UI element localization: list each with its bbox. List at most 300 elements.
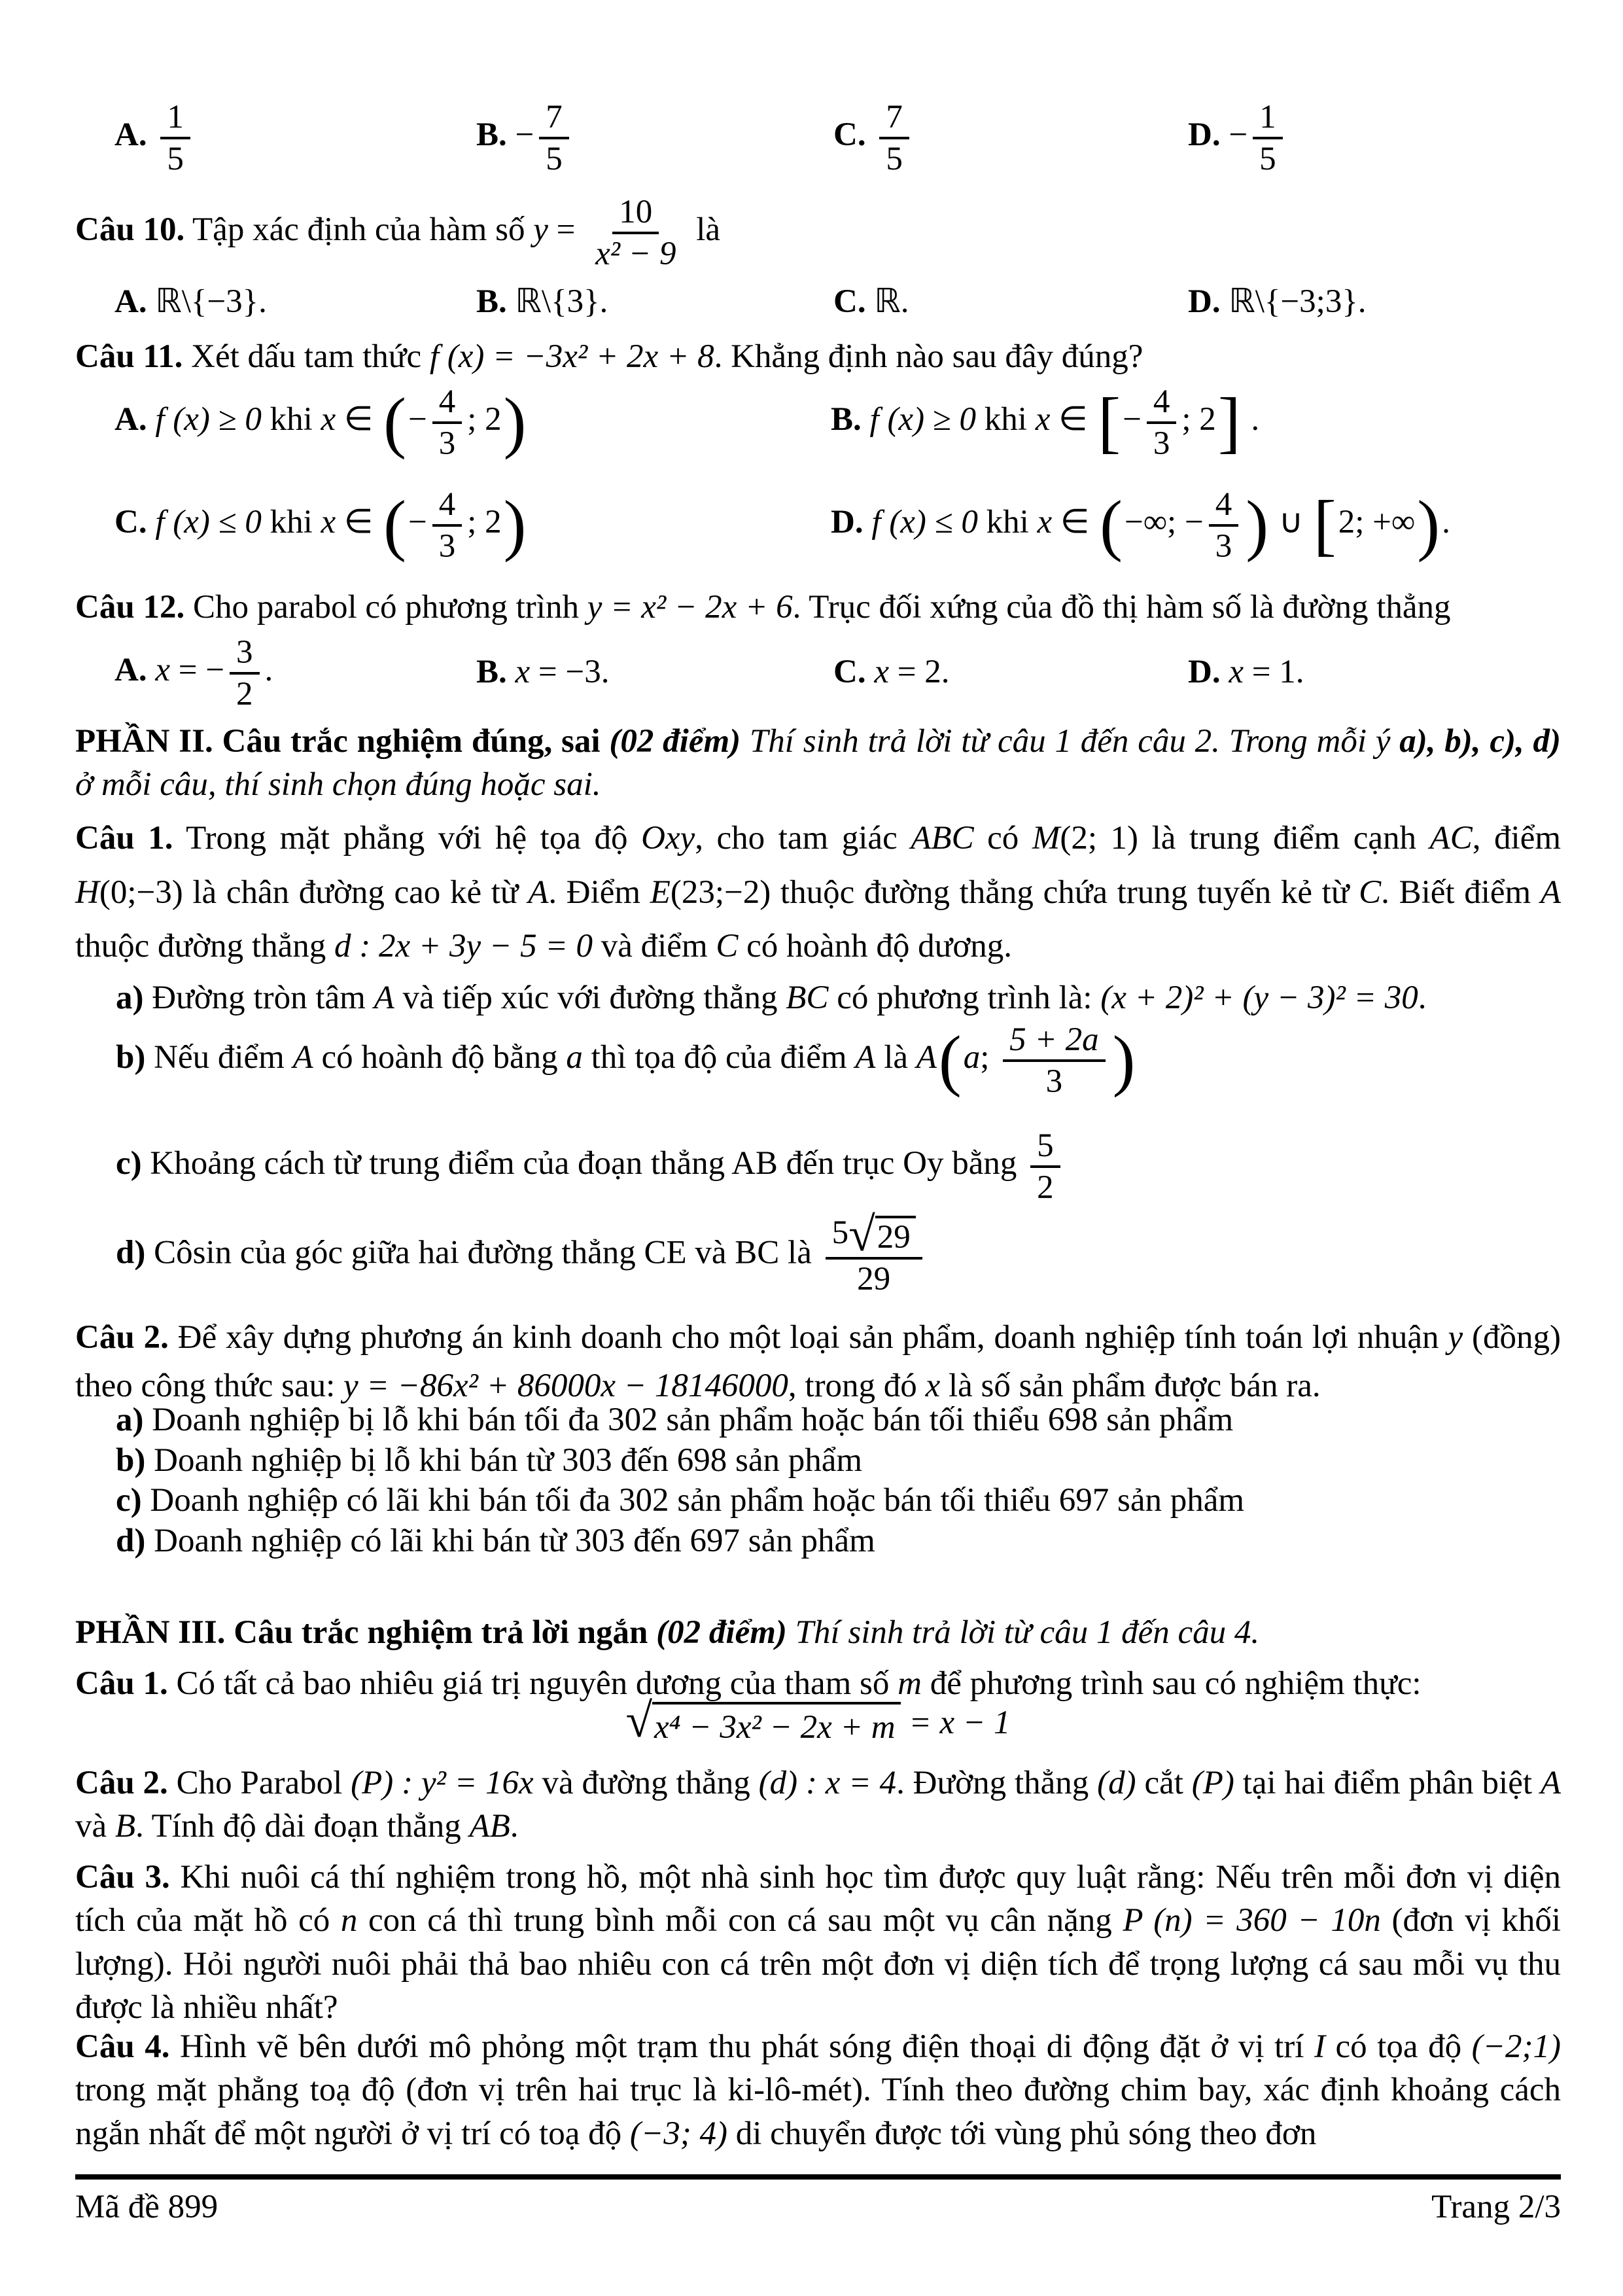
fraction	[1253, 98, 1283, 177]
text-run: (02 điểm)	[656, 1614, 787, 1651]
option-b	[476, 280, 833, 324]
text-run: d)	[116, 1523, 146, 1560]
text-run: D.	[1188, 116, 1229, 153]
text-run: −	[515, 116, 534, 153]
text-run: B.	[831, 400, 870, 438]
part2-question-2	[75, 1314, 1561, 1411]
text-run: a), b), c), d)	[1399, 723, 1561, 760]
fraction	[1030, 1127, 1060, 1205]
text-run: (đơn vị khối lượng). Hỏi người nuôi phải thả bao nhiêu con cá trên một đơn vị diện tích để trọng lượng cá sau mỗi vụ thu được là nhiều nhất?	[75, 1902, 1562, 2026]
text-run: 3	[1215, 528, 1232, 565]
text-run: .	[1442, 503, 1450, 540]
text-run: B	[114, 1808, 136, 1845]
text-run: x	[1035, 400, 1051, 438]
text-run: khi	[977, 503, 1038, 540]
footer	[75, 2185, 1561, 2229]
text-run: có	[973, 820, 1032, 857]
text-run: (P) : y² = 16x	[351, 1765, 534, 1801]
option-a	[114, 633, 476, 712]
fraction	[1003, 1021, 1105, 1099]
text-run: cắt	[1136, 1765, 1192, 1801]
text-run: y = x² − 2x + 6	[587, 589, 793, 626]
text-run: thuộc đường thẳng	[75, 928, 334, 965]
text-run: 1	[1259, 99, 1276, 135]
text-run: x	[321, 400, 336, 438]
fraction-numerator	[160, 98, 190, 139]
text-run: A	[528, 874, 549, 911]
text-run: khi	[261, 400, 321, 438]
text-run: x	[925, 1367, 941, 1404]
text-run: = −	[169, 651, 225, 688]
text-run: A	[916, 1038, 937, 1076]
text-run: y	[533, 211, 548, 248]
text-run: Doanh nghiệp bị lỗ khi bán từ 303 đến 698 sản phẩm	[145, 1441, 863, 1479]
text-run: ∈	[1050, 400, 1096, 438]
text-run: Cho parabol có phương trình	[184, 589, 587, 626]
text-run: và đường thẳng	[533, 1765, 759, 1801]
text-run: c)	[116, 1144, 142, 1182]
text-run: Câu 2.	[75, 1765, 168, 1801]
text-run: D.	[1188, 283, 1229, 320]
text-run: d)	[116, 1234, 146, 1271]
fraction-denominator	[230, 675, 260, 712]
text-run: 3	[1153, 425, 1170, 463]
radical-sign-icon: √	[848, 1207, 875, 1262]
text-run: 4	[438, 486, 456, 523]
text-run: A.	[114, 116, 156, 153]
text-run: x⁴ − 3x² − 2x + m	[654, 1708, 896, 1746]
fraction-numerator	[879, 98, 909, 139]
text-run: ∈	[1052, 503, 1098, 540]
text-run: Côsin của góc giữa hai đường thẳng CE và BC là	[145, 1234, 820, 1271]
option-a	[114, 383, 831, 461]
text-run: , điểm	[1472, 820, 1562, 857]
radical	[848, 1207, 916, 1262]
text-run: (P)	[1191, 1765, 1234, 1801]
fraction-denominator	[1209, 527, 1239, 564]
text-run: = 2.	[888, 654, 950, 691]
text-run: x² − 9	[595, 236, 676, 273]
text-run: 3	[236, 634, 253, 671]
option-d	[1188, 98, 1288, 177]
text-run: 2	[236, 676, 253, 713]
question-9-options	[75, 98, 1561, 177]
text-run: con cá thì trung bình mỗi con cá sau một vụ cân nặng	[357, 1902, 1123, 1939]
fraction-denominator	[589, 234, 682, 272]
text-run: f (x) ≤ 0	[155, 503, 262, 540]
fraction-numerator	[1147, 383, 1177, 424]
text-run: (đồng) theo công thức sau:	[75, 1319, 1561, 1404]
radical	[625, 1693, 900, 1750]
big-delimiter: ]	[1217, 383, 1241, 460]
text-run: Nếu điểm	[145, 1038, 293, 1076]
text-run: Câu 4.	[75, 2028, 170, 2065]
text-run: P (n) = 360 − 10n	[1123, 1902, 1381, 1939]
text-run: (02 điểm)	[609, 723, 741, 760]
fraction	[160, 98, 190, 177]
text-run: 4	[1153, 383, 1170, 420]
part2-q1-item-d	[75, 1207, 1561, 1298]
option-a	[114, 98, 476, 177]
text-run: 5	[167, 141, 184, 178]
text-run: . Điểm	[548, 874, 650, 911]
text-run: là	[688, 211, 721, 248]
text-run: Hình vẽ bên dưới mô phỏng một trạm thu phát sóng điện thoại di động đặt ở vị trí	[169, 2028, 1314, 2065]
text-run: ∪	[1270, 503, 1312, 540]
text-run: B.	[476, 283, 515, 320]
text-run: . Khẳng định nào sau đây đúng?	[714, 338, 1143, 375]
text-run: a	[566, 1038, 583, 1076]
fraction-numerator	[1003, 1021, 1105, 1062]
text-run: A	[292, 1038, 313, 1076]
question-12-options	[75, 633, 1561, 712]
text-run: Câu 1.	[75, 820, 173, 857]
big-delimiter: )	[503, 383, 527, 460]
text-run: ∈	[336, 503, 382, 540]
text-run: Thí sinh trả lời từ câu 1 đến câu 2. Trong mỗi ý	[741, 723, 1400, 760]
fraction	[826, 1207, 922, 1298]
option-c	[114, 486, 831, 564]
option-c	[833, 98, 1188, 177]
text-run: 5	[831, 1214, 849, 1251]
text-run: x	[874, 654, 889, 691]
big-delimiter: )	[503, 486, 527, 563]
fraction-numerator	[230, 633, 260, 675]
text-run: 3	[1045, 1063, 1063, 1101]
text-run: a	[963, 1038, 981, 1076]
text-run: , trong đó	[788, 1367, 926, 1404]
fraction	[432, 486, 462, 564]
fraction-numerator	[1030, 1127, 1060, 1168]
big-delimiter: (	[383, 486, 406, 563]
text-run: Câu 12.	[75, 589, 185, 626]
fraction-numerator	[1209, 486, 1239, 527]
option-d	[1188, 650, 1304, 694]
text-run: (x + 2)² + (y − 3)² = 30	[1100, 980, 1418, 1016]
text-run: Câu 3.	[75, 1859, 170, 1896]
text-run: để phương trình sau có nghiệm thực:	[921, 1665, 1422, 1702]
text-run: trong mặt phẳng toạ độ (đơn vị trên hai trục là ki-lô-mét). Tính theo đường chim bay, xác định khoảng cách ngắn nhất để một người ở vị trí có toạ độ	[75, 2072, 1561, 2152]
text-run: (0;−3) là chân đường cao kẻ từ	[99, 874, 529, 911]
fraction-numerator	[539, 98, 569, 139]
part2-q2-item-b	[116, 1441, 1561, 1481]
text-run: ℝ\{−3}.	[155, 283, 267, 320]
text-run: x	[1037, 503, 1053, 540]
text-run: thì tọa độ của điểm	[582, 1038, 856, 1076]
big-delimiter: )	[1246, 486, 1269, 563]
text-run: 2; +∞	[1338, 503, 1416, 540]
footer-page-number: Trang 2/3	[1431, 2189, 1561, 2225]
text-run: x	[515, 654, 531, 691]
fraction-denominator	[879, 139, 909, 177]
text-run: AC	[1429, 820, 1473, 857]
option-c	[833, 280, 1188, 324]
option-d	[1188, 280, 1367, 324]
fraction-numerator	[826, 1207, 922, 1262]
text-run: A	[855, 1038, 876, 1076]
text-run: . Đường thẳng	[896, 1765, 1098, 1801]
big-delimiter: (	[1100, 486, 1123, 563]
text-run: 29	[877, 1219, 911, 1256]
text-run: n	[340, 1902, 358, 1939]
text-run: 1	[167, 99, 184, 135]
footer-divider	[75, 2174, 1561, 2180]
part3-question-3	[75, 1856, 1561, 2029]
part2-question-1	[75, 811, 1561, 974]
text-run: A.	[114, 283, 156, 320]
text-run: A.	[114, 400, 156, 438]
text-run: PHẦN III. Câu trắc nghiệm trả lời ngắn	[75, 1614, 657, 1651]
text-run: Có tất cả bao nhiêu giá trị nguyên dương của tham số	[167, 1665, 898, 1702]
text-run: . Trục đối xứng của đồ thị hàm số là đường thẳng	[792, 589, 1451, 626]
text-run: (d) : x = 4	[758, 1765, 897, 1801]
text-run: 5	[1037, 1127, 1054, 1164]
radical-sign-icon: √	[625, 1693, 653, 1747]
fraction	[230, 633, 260, 712]
text-run: có phương trình là:	[828, 980, 1101, 1016]
text-run: b)	[116, 1441, 146, 1479]
fraction-denominator	[432, 424, 462, 461]
text-run: Khi nuôi cá thí nghiệm trong hồ, một nhà sinh học tìm được quy luật rằng: Nếu trên mỗi đơn vị diện tích của mặt hồ có	[75, 1859, 1561, 1939]
text-run: D.	[831, 503, 872, 540]
text-run: BC	[786, 980, 829, 1016]
text-run: (−3; 4)	[629, 2115, 727, 2152]
fraction-numerator	[612, 193, 659, 234]
text-run: PHẦN II. Câu trắc nghiệm đúng, sai	[75, 723, 610, 760]
text-run: a)	[116, 980, 144, 1016]
question-11-options-row-1	[75, 383, 1561, 461]
text-run: (d)	[1097, 1765, 1136, 1801]
text-run: = −3.	[530, 654, 610, 691]
text-run: ; 2	[1181, 400, 1216, 438]
text-run: .	[264, 651, 273, 688]
text-run: 3	[438, 425, 456, 463]
text-run: có tọa độ	[1325, 2028, 1472, 2065]
part2-q2-item-c	[116, 1481, 1561, 1521]
fraction-numerator	[1253, 98, 1283, 139]
text-run: 3	[438, 528, 456, 565]
fraction-denominator	[160, 139, 190, 177]
question-11-options-row-2	[75, 486, 1561, 564]
part3-question-4	[75, 2025, 1561, 2155]
fraction-denominator	[1147, 424, 1177, 461]
text-run: ở mỗi câu, thí sinh chọn đúng hoặc sai.	[75, 766, 601, 804]
text-run: Doanh nghiệp có lãi khi bán tối đa 302 sản phẩm hoặc bán tối thiểu 697 sản phẩm	[141, 1482, 1245, 1519]
fraction-denominator	[1030, 1168, 1060, 1205]
text-run: 7	[886, 99, 903, 135]
question-12	[75, 586, 1561, 629]
radicand	[652, 1702, 901, 1750]
text-run: và tiếp xúc với đường thẳng	[394, 980, 786, 1016]
text-run: 5	[886, 141, 903, 178]
text-run: a)	[116, 1402, 144, 1438]
option-b	[476, 98, 833, 177]
text-run: có hoành độ dương.	[738, 928, 1013, 965]
big-delimiter: (	[383, 383, 406, 460]
part2-q1-item-a	[75, 976, 1561, 1020]
text-run: . Biết điểm	[1381, 874, 1541, 911]
text-run: là số sản phẩm được bán ra.	[940, 1367, 1321, 1404]
big-delimiter: )	[1112, 1021, 1136, 1098]
fraction-numerator	[432, 486, 462, 527]
text-run: I	[1314, 2028, 1325, 2065]
option-b	[476, 650, 833, 694]
text-run: .	[1418, 980, 1427, 1016]
text-run: x	[321, 503, 336, 540]
text-run: C.	[114, 503, 156, 540]
text-run: y	[1448, 1319, 1463, 1356]
fraction	[879, 98, 909, 177]
text-run: ;	[980, 1038, 998, 1076]
option-a	[114, 280, 476, 324]
text-run: −	[1123, 400, 1142, 438]
text-run: 4	[1215, 486, 1232, 523]
fraction-denominator	[1039, 1062, 1070, 1099]
text-run: 5	[546, 141, 563, 178]
fraction-denominator	[1253, 139, 1283, 177]
text-run: Cho Parabol	[167, 1765, 351, 1801]
part3-question-2	[75, 1761, 1561, 1848]
text-run: −	[1229, 116, 1248, 153]
text-run: ℝ\{3}.	[515, 283, 608, 320]
text-run: Câu 1.	[75, 1665, 168, 1702]
text-run: ; 2	[467, 503, 502, 540]
text-run: 29	[857, 1261, 891, 1298]
text-run: Câu 2.	[75, 1319, 169, 1356]
text-run: tại hai điểm phân biệt	[1234, 1765, 1541, 1801]
part2-q1-item-b	[75, 1021, 1561, 1099]
text-run: f (x) ≥ 0	[155, 400, 262, 438]
fraction-denominator	[432, 527, 462, 564]
text-run: A	[1540, 1765, 1562, 1801]
text-run: và	[75, 1808, 115, 1845]
text-run: Để xây dựng phương án kinh doanh cho một loại sản phẩm, doanh nghiệp tính toán lợi nhuận	[168, 1319, 1448, 1356]
text-run: là	[875, 1038, 916, 1076]
question-10	[75, 193, 1561, 272]
big-delimiter: [	[1313, 486, 1336, 563]
question-10-options	[75, 280, 1561, 324]
text-run: f (x) ≥ 0	[869, 400, 977, 438]
text-run: H	[75, 874, 99, 911]
part2-q2-items	[75, 1400, 1561, 1562]
part2-q2-item-a	[116, 1400, 1561, 1441]
text-run: = 1.	[1243, 654, 1304, 691]
option-c	[833, 650, 1188, 694]
text-run: ℝ\{−3;3}.	[1229, 283, 1367, 320]
text-run: Câu 10.	[75, 211, 185, 248]
text-run: f (x) = −3x² + 2x + 8	[429, 338, 714, 375]
part2-q2-item-d	[116, 1521, 1561, 1562]
text-run: A	[1540, 874, 1561, 911]
text-run: ∈	[336, 400, 382, 438]
text-run: Câu 11.	[75, 338, 183, 375]
text-run: c)	[116, 1482, 142, 1519]
text-run: . Tính độ dài đoạn thẳng	[135, 1808, 470, 1845]
text-run: C.	[833, 654, 875, 691]
text-run: −	[408, 503, 427, 540]
footer-exam-code: Mã đề 899	[75, 2189, 218, 2225]
option-b	[831, 383, 1259, 461]
text-run: B.	[476, 116, 515, 153]
text-run: Tập xác định của hàm số	[184, 211, 534, 248]
text-run: Doanh nghiệp bị lỗ khi bán tối đa 302 sản phẩm hoặc bán tối thiểu 698 sản phẩm	[143, 1402, 1234, 1438]
text-run: D.	[1188, 654, 1229, 691]
fraction-denominator	[539, 139, 569, 177]
part-3-heading	[75, 1611, 1561, 1654]
part2-q1-item-c	[75, 1127, 1561, 1205]
fraction	[1147, 383, 1177, 461]
text-run: .	[1242, 400, 1260, 438]
big-delimiter: [	[1098, 383, 1121, 460]
text-run: 7	[546, 99, 563, 135]
question-11	[75, 335, 1561, 379]
fraction	[539, 98, 569, 177]
part-2-heading	[75, 720, 1561, 807]
text-run: C	[1359, 874, 1382, 911]
text-run: M	[1032, 820, 1060, 857]
text-run: Oxy	[641, 820, 695, 857]
text-run: AB	[469, 1808, 510, 1845]
text-run: Thí sinh trả lời từ câu 1 đến câu 4.	[786, 1614, 1260, 1651]
text-run: Đường tròn tâm	[143, 980, 374, 1016]
big-delimiter: (	[938, 1021, 962, 1098]
text-run: ℝ.	[874, 283, 909, 320]
text-run: 10	[619, 194, 653, 230]
text-run: −∞; −	[1124, 503, 1204, 540]
text-run: 5	[1259, 141, 1276, 178]
text-run: y = −86x² + 86000x − 18146000	[343, 1367, 788, 1404]
fraction-numerator	[432, 383, 462, 424]
text-run: khi	[976, 400, 1036, 438]
text-run: C.	[833, 116, 875, 153]
text-run: (2; 1) là trung điểm cạnh	[1060, 820, 1430, 857]
text-run: khi	[261, 503, 321, 540]
text-run: x	[1229, 654, 1244, 691]
text-run: m	[898, 1665, 922, 1702]
text-run: E	[650, 874, 671, 911]
text-run: : 2x + 3y − 5 = 0	[351, 928, 593, 965]
text-run: Doanh nghiệp có lãi khi bán từ 303 đến 697 sản phẩm	[145, 1523, 875, 1560]
fraction	[1209, 486, 1239, 564]
fraction	[589, 193, 682, 272]
text-run: (23;−2) thuộc đường thẳng chứa trung tuyến kẻ từ	[670, 874, 1359, 911]
text-run: , cho tam giác	[695, 820, 911, 857]
text-run: và điểm	[593, 928, 716, 965]
text-run: =	[548, 211, 584, 248]
big-delimiter: )	[1417, 486, 1440, 563]
text-run: di chuyển được tới vùng phủ sóng theo đơn	[727, 2115, 1317, 2152]
text-run: A	[374, 980, 394, 1016]
text-run: .	[510, 1808, 519, 1845]
text-run: Trong mặt phẳng với hệ tọa độ	[173, 820, 642, 857]
text-run: ABC	[911, 820, 974, 857]
part3-q1-equation	[75, 1693, 1561, 1750]
text-run: d	[334, 928, 351, 965]
text-run: −	[408, 400, 427, 438]
text-run: A.	[114, 651, 156, 688]
text-run: x	[155, 651, 170, 688]
text-run: C.	[833, 283, 875, 320]
text-run: Khoảng cách từ trung điểm của đoạn thẳng AB đến trục Oy bằng	[141, 1144, 1026, 1182]
text-run: = x − 1	[900, 1704, 1011, 1741]
text-run: 5 + 2a	[1009, 1021, 1099, 1058]
fraction	[432, 383, 462, 461]
radicand	[875, 1216, 916, 1255]
text-run: f (x) ≤ 0	[871, 503, 978, 540]
text-run: ; 2	[467, 400, 502, 438]
text-run: (−2;1)	[1471, 2028, 1561, 2065]
text-run: Xét dấu tam thức	[183, 338, 430, 375]
